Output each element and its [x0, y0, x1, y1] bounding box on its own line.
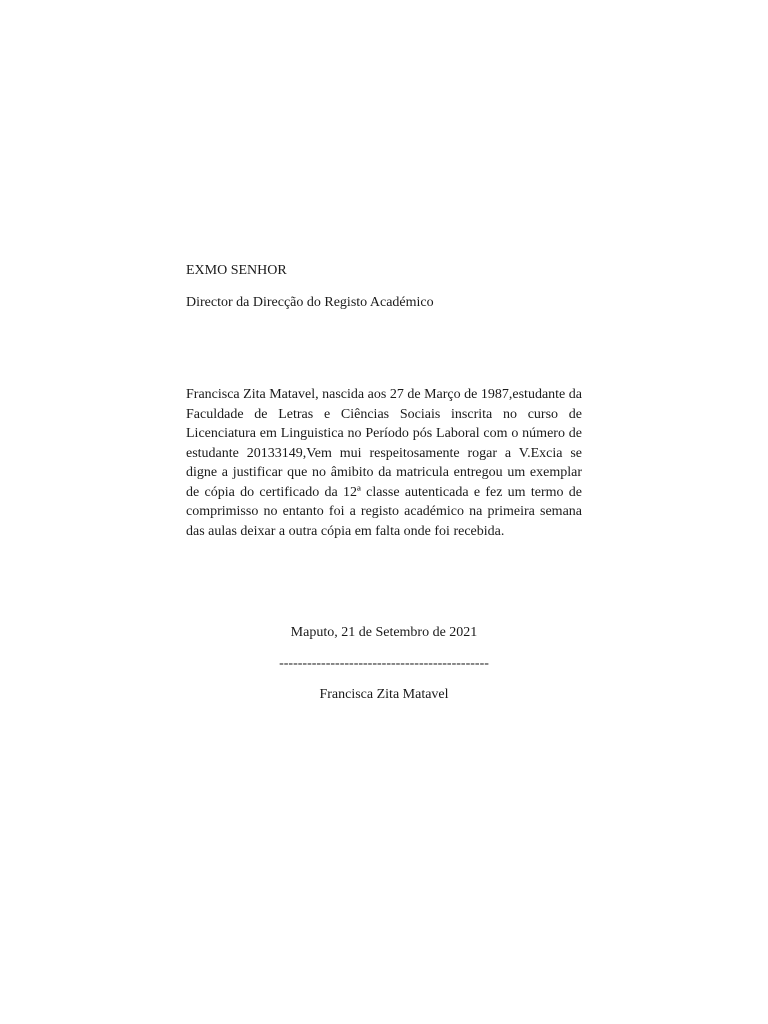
signature-line: --------------------------------------------- — [279, 656, 489, 671]
place-date: Maputo, 21 de Setembro de 2021 — [290, 625, 478, 640]
addressee: Director da Direcção do Registo Académico — [186, 295, 434, 310]
signatory-name: Francisca Zita Matavel — [319, 687, 449, 702]
salutation: EXMO SENHOR — [186, 263, 287, 278]
letter-body: Francisca Zita Matavel, nascida aos 27 de Março de 1987,estudante da Faculdade de Letras e Ciências Sociais inscrita no curso de Licenciatura em Linguistica no Período pós Laboral com o número de estudante 20133149,Vem mui respeitosamente rogar a V.Excia se digne a justificar que no âmibito da matricula entregou um exemplar de cópia do certificado da 12ª classe autenticada e fez um termo de comprimisso no entanto foi a registo académico na primeira semana das aulas deixar a outra cópia em falta onde foi recebida. — [186, 387, 582, 539]
